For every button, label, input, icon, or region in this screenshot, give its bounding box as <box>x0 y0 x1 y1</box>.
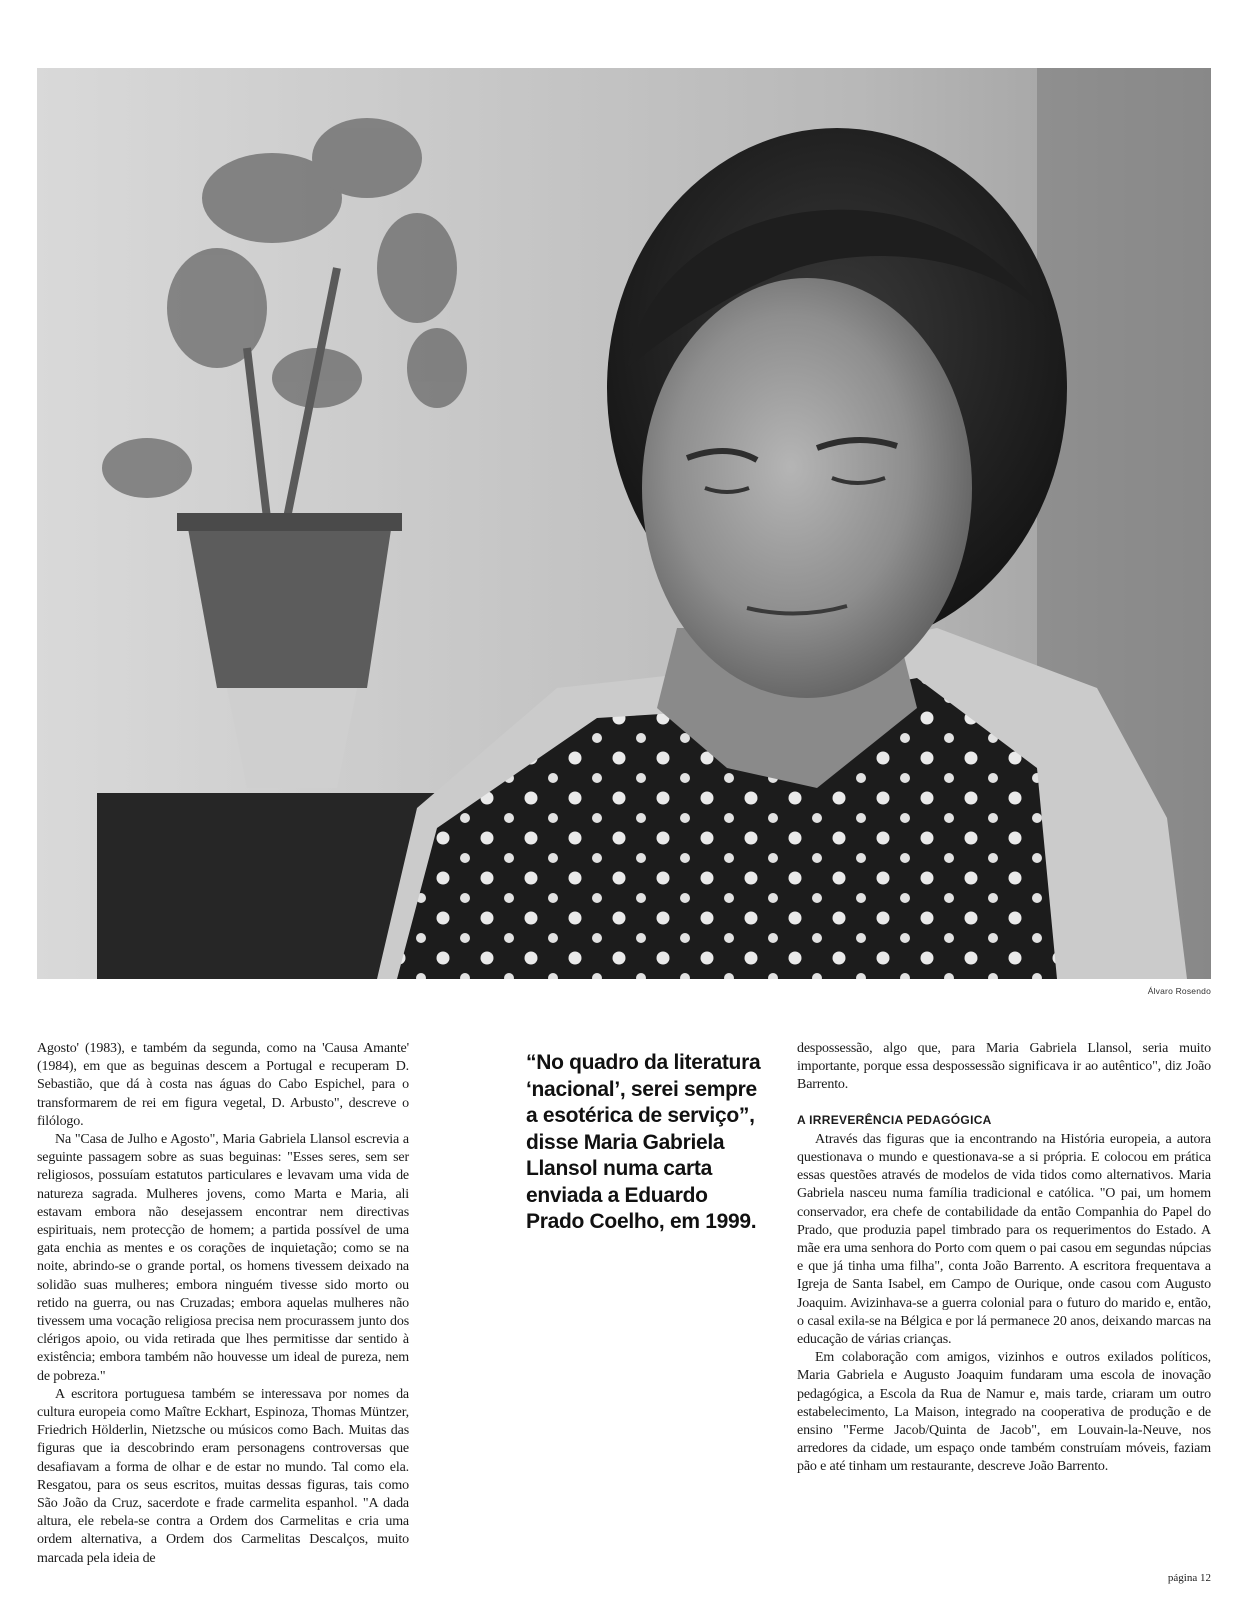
left-column <box>37 1040 409 1568</box>
left-paragraph-1: Agosto' (1983), e também da segunda, como na 'Causa Amante' (1984), em que as beguinas descem a Portugal e recuperam D. Sebastião, que dá à costa nas águas do Cabo Espichel, para o transformarem de rei em figura vegetal, D. Arbusto", descreve o filólogo. <box>37 1041 409 1129</box>
portrait-photo <box>37 68 1211 979</box>
portrait-photo-icon <box>37 68 1211 979</box>
left-paragraph-2: Na "Casa de Julho e Agosto", Maria Gabriela Llansol escrevia a seguinte passagem sobre as suas beguinas: "Esses seres, sem ser religiosos, possuíam estatutos particulares e levavam uma vida de natureza sagrada. Mulheres jovens, como Marta e Maria, ali estavam embora não desejassem encontrar nem directivas espirituais, nem protecção de homem; a partida possível de uma gata enchia as mentes e os corações de inquietação; como se na noite, abrindo-se o grande portal, os homens tivessem deixado na solidão suas mulheres; embora ninguém tivesse sido morto ou retido na guerra, ou nas Cruzadas; embora aquelas mulheres não tivessem uma vocação religiosa precisa nem procurassem junto dos clérigos apoio, ou vida retirada que lhes permitisse dar sentido à existência; embora também não houvesse um ideal de pureza, nem de pobreza." <box>37 1132 409 1384</box>
photo-credit: Álvaro Rosendo <box>1147 986 1211 996</box>
left-paragraph-3: A escritora portuguesa também se interessava por nomes da cultura europeia como Maître Eckhart, Espinoza, Thomas Müntzer, Friedrich Hölderlin, Nietzsche ou músicos como Bach. Muitas das figuras que ia descobrindo eram personagens controversas que desafiavam a forma de olhar e de estar no mundo. Tal como ela. Resgatou, para os seus escritos, muitas dessas figuras, tais como São João da Cruz, sacerdote e frade carmelita espanhol. "A dada altura, ele rebela-se contra a Ordem dos Carmelitas e cria uma ordem alternativa, a Ordem dos Carmelitas Descalços, muito marcada pela ideia de <box>37 1386 409 1566</box>
right-paragraph-1: Através das figuras que ia encontrando na História europeia, a autora questionava o mundo e questionava-se a si própria. E colocou em prática essas questões através de modelos de vida tidos como alternativos. Maria Gabriela nasceu numa família tradicional e católica. "O pai, um homem conservador, era chefe de contabilidade da então Companhia do Papel do Prado, que produzia papel timbrado para os requerimentos do Estado. A mãe era uma senhora do Porto com quem o pai casou em segundas núpcias e que já tinha uma filha", conta João Barrento. A escritora frequentava a Igreja de Santa Isabel, em Campo de Ourique, onde casou com Augusto Joaquim. Avizinhava-se a guerra colonial para o futuro do marido e, então, o casal exila-se na Bélgica e por lá permanece 20 anos, deixando marcas na educação de várias crianças. <box>797 1131 1211 1348</box>
page-number: página 12 <box>1167 1572 1211 1584</box>
right-intro: despossessão, algo que, para Maria Gabriela Llansol, seria muito importante, porque essa despossessão significava ir ao autêntico", diz João Barrento. <box>797 1041 1211 1093</box>
pull-quote: “No quadro da literatura ‘nacional’, serei sempre a esotérica de serviço”, disse Maria Gabriela Llansol numa carta enviada a Eduardo Prado Coelho, em 1999. <box>526 1051 761 1233</box>
right-column <box>797 1040 1211 1477</box>
section-subhead: A IRREVERÊNCIA PEDAGÓGICA <box>797 1112 992 1127</box>
right-paragraph-2: Em colaboração com amigos, vizinhos e outros exilados políticos, Maria Gabriela e Augusto Joaquim fundaram uma escola de inovação pedagógica, a Escola da Rua de Namur e, mais tarde, criaram um outro estabelecimento, La Maison, integrado na cooperativa de produção e de ensino "Ferme Jacob/Quinta de Jacob", em Louvain-la-Neuve, nos arredores da cidade, um espaço onde também construíam móveis, faziam pão e até tinham um restaurante, descreve João Barrento. <box>797 1350 1211 1475</box>
